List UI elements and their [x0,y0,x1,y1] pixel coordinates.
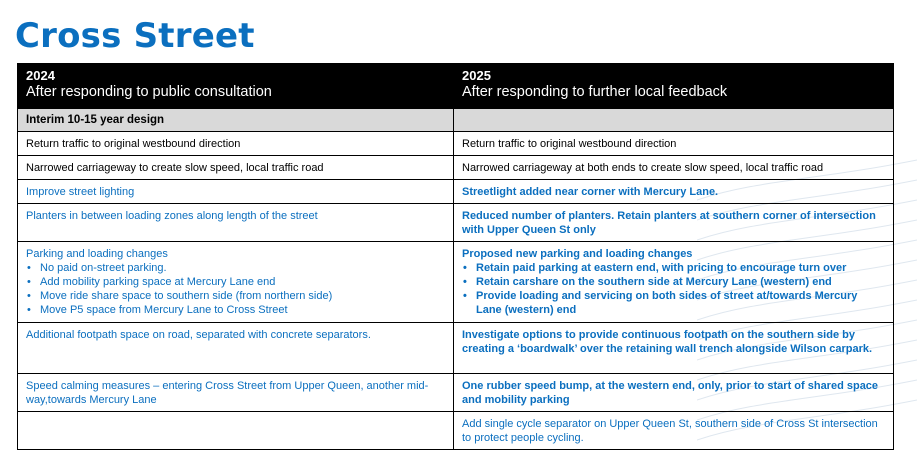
list-item: • Add mobility parking space at Mercury Lane end [40,275,445,289]
comparison-table [17,63,894,450]
cell-2025 [454,180,894,204]
table-row [18,412,894,450]
cell-text: One rubber speed bump, at the western end, only, prior to start of shared space and mobility parking [462,380,879,406]
cell-2025 [454,412,894,450]
list-item: • Provide loading and servicing on both sides of street at/towards Mercury Lane (western) end [476,289,885,317]
table-row [18,323,894,374]
cell-2025 [454,323,894,374]
list-item: • Move P5 space from Mercury Lane to Cross Street [40,303,445,317]
cell-text [26,412,445,421]
cell-2024 [18,242,454,323]
table-header-row [18,64,894,109]
list-item: • Move ride share space to southern side (from northern side) [40,289,445,303]
table-row [18,374,894,412]
cell-2024 [18,156,454,180]
parking-list-2024 [26,261,445,317]
cell-2025 [454,374,894,412]
list-item: • Retain carshare on the southern side at Mercury Lane (western) end [476,275,885,289]
section-label: Interim 10-15 year design [18,109,454,132]
parking-list-2025 [462,261,885,317]
header-2025 [454,64,894,109]
cell-text: Add single cycle separator on Upper Queen St, southern side of Cross St intersection to protect people cycling. [462,418,878,444]
cell-text: Reduced number of planters. Retain planters at southern corner of intersection with Upper Queen St only [462,210,876,236]
header-2025-year: 2025 [462,68,491,83]
table-row [18,156,894,180]
parking-intro-2024: Parking and loading changes [26,248,168,260]
cell-2025 [454,242,894,323]
cell-2025 [454,132,894,156]
cell-2024 [18,180,454,204]
cell-2024 [18,412,454,450]
cell-text: Speed calming measures – entering Cross Street from Upper Queen, another mid-way,towards Mercury Lane [26,380,429,406]
table-row [18,242,894,323]
table-row [18,204,894,242]
cell-2024 [18,374,454,412]
section-row [18,109,894,132]
parking-intro-2025: Proposed new parking and loading changes [462,248,693,260]
cell-text: Return traffic to original westbound direction [462,138,677,150]
cell-text: Return traffic to original westbound direction [26,138,241,150]
cell-2024 [18,204,454,242]
cell-2025 [454,156,894,180]
cell-text: Additional footpath space on road, separated with concrete separators. [26,329,371,341]
cell-2024 [18,132,454,156]
cell-2025 [454,204,894,242]
cell-2024 [18,323,454,374]
cell-text: Improve street lighting [26,186,135,198]
header-2024 [18,64,454,109]
list-item: • No paid on-street parking. [40,261,445,275]
cell-text: Narrowed carriageway at both ends to create slow speed, local traffic road [462,162,824,174]
header-2024-subtitle: After responding to public consultation [26,84,272,100]
cell-text: Investigate options to provide continuous footpath on the southern side by creating a ‘boardwalk’ over the retaining wall trench alongside Wilson carpark. [462,329,873,355]
header-2024-year: 2024 [26,68,55,83]
table-row [18,180,894,204]
table-row [18,132,894,156]
cell-text: Streetlight added near corner with Mercury Lane. [462,186,719,198]
page-title: Cross Street [15,16,255,56]
cell-text: Planters in between loading zones along length of the street [26,210,318,222]
section-empty [454,109,894,132]
cell-text: Narrowed carriageway to create slow speed, local traffic road [26,162,324,174]
header-2025-subtitle: After responding to further local feedback [462,84,728,100]
list-item: • Retain paid parking at eastern end, with pricing to encourage turn over [476,261,885,275]
